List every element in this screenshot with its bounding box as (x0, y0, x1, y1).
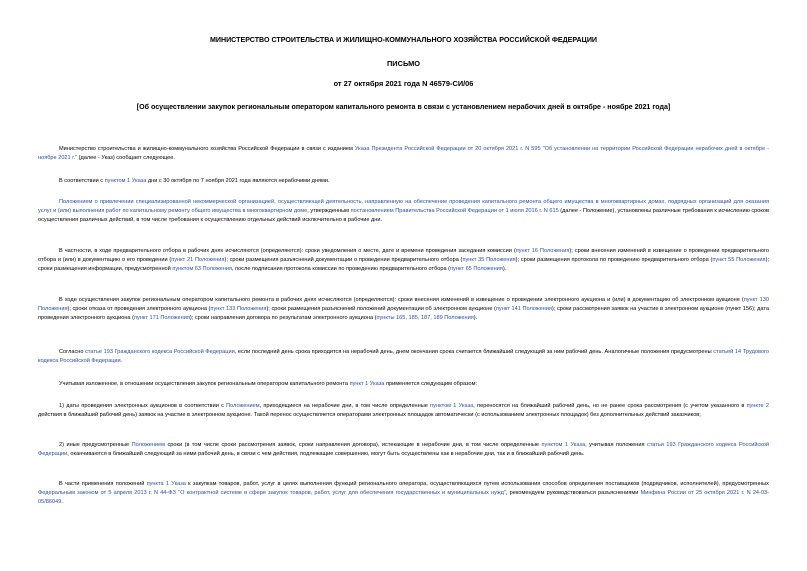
paragraph-text: сроки (в том числе сроки рассмотрения заявок, сроки направления договора), истекающие в нерабочие дни, в том числе определенные (165, 442, 542, 448)
paragraph-text: В части применения положений (59, 481, 147, 487)
document-link[interactable]: статьей 14 Трудового кодекса Российской Федерации (38, 349, 769, 364)
paragraph-text: . (120, 358, 123, 364)
paragraph-preliminary-selection (38, 247, 769, 274)
paragraph-intro (38, 145, 769, 163)
document-type: ПИСЬМО (387, 59, 420, 68)
paragraph-text: 2) иные предусмотренные (59, 442, 132, 448)
document-link[interactable]: Указа Президента Российской Федерации от 20 октября 2021 г. N 595 "Об установлении на территории Российской Федерации нерабочих дней в октябре - ноябре 2021 г." (38, 146, 769, 161)
document-link[interactable]: постановлением Правительства Российской Федерации от 1 июля 2016 г. N 615 (350, 208, 559, 214)
document-link[interactable]: пункт 65 Положения (450, 266, 503, 272)
document-link[interactable]: пункт 1 Указа (349, 381, 385, 387)
paragraph-text: , если последний день срока приходится на нерабочий день, днем окончания срока считается ближайший следующий за ним рабочий день. Аналогичные положения предусмотрены (234, 349, 714, 355)
document-link[interactable]: пункт 141 Положения (495, 306, 552, 312)
document-link[interactable]: пункт 130 Положения (38, 297, 769, 312)
paragraph-text: применяется следующим образом: (384, 381, 478, 387)
ministry-title: МИНИСТЕРСТВО СТРОИТЕЛЬСТВА И ЖИЛИЩНО-КОММУНАЛЬНОГО ХОЗЯЙСТВА РОССИЙСКОЙ ФЕДЕРАЦИИ (209, 36, 598, 44)
paragraph-text: ); сроки отказа от проведения электронного аукциона ( (67, 306, 211, 312)
paragraph-text: ). (502, 266, 507, 272)
paragraph-text: ); сроки размещения разъяснений документации о проведении предварительного отбора ( (224, 257, 463, 263)
paragraph-text: ); сроки направления договора по результатам электронного аукциона ( (189, 315, 377, 321)
document-link[interactable]: пункт 171 Положения (133, 315, 190, 321)
paragraph-text: ); сроки внесения изменений в извещение о проведении предварительного отбора и (или) в документацию о его проведении ( (38, 248, 770, 263)
document-link[interactable]: пункты 165, 185, 187, 189 Положения (376, 315, 474, 321)
document-link[interactable]: пунктом 1 Указа (104, 178, 147, 184)
paragraph-text: ). (473, 315, 478, 321)
document-link[interactable]: пункт 21 Положения (171, 257, 225, 263)
paragraph-text: , после подписания протокола комиссии по проведению предварительного отбора ( (232, 266, 451, 272)
paragraph-text: , оканчиваются в ближайший следующий за ними рабочий день, в связи с чем действия, подлежащие совершению, могут быть осуществлены как в нерабочие дни, так и в ближайший рабочий день. (67, 451, 585, 457)
document-link[interactable]: пункта 1 Указа (146, 481, 186, 487)
paragraph-text: (далее - Положение), установлены различные требования к исчислению сроков осуществления различных действий, в том числе требования к осуществлению отдельных действий исключительно в рабочие дни. (38, 208, 769, 223)
paragraph-text: В частности, в ходе предварительного отбора в рабочих днях исчисляются (определяются): сроки уведомления о месте, дате и времени проведения заседания комиссии ( (59, 248, 516, 254)
paragraph-text: Согласно (59, 349, 86, 355)
document-link[interactable]: Положением (131, 442, 166, 448)
paragraph-item-2 (38, 441, 769, 459)
document-link[interactable]: пункт 133 Положения (210, 306, 267, 312)
paragraph-text: , переносятся на ближайший рабочий день, но не ранее срока рассмотрения (с учетом указанного в (473, 403, 747, 409)
document-link[interactable]: Федеральным законом от 5 апреля 2013 г. N 44-ФЗ "О контрактной системе в сфере закупок товаров, работ, услуг для обеспечения государственных и муниципальных нужд" (38, 490, 506, 496)
document-link[interactable]: пункт 55 Положения (712, 257, 766, 263)
paragraph-text: , рекомендуем руководствоваться разъяснениями (505, 490, 641, 496)
document-link[interactable]: статьи 193 Гражданского кодекса Российской Федерации (38, 442, 770, 457)
paragraph-nonworking-days (38, 177, 769, 186)
paragraph-text: В ходе осуществления закупок региональным оператором капитального ремонта в рабочих днях исчисляются (определяются): сроки внесения изменений в извещение о проведении электронного аукциона и (или) в документацию об электронном аукционе ( (59, 297, 744, 303)
paragraph-text: ); сроки размещения разъяснений положений документации об электронном аукционе ( (266, 306, 496, 312)
paragraph-text: 1) даты проведения электронных аукционов в соответствии с (59, 403, 227, 409)
document-link[interactable]: пунктом 1 Указа (430, 403, 474, 409)
paragraph-text: . (61, 499, 63, 505)
paragraph-regulation (38, 198, 769, 225)
paragraph-text: ); сроки рассмотрения заявок на участие в электронном аукционе (пункт 156); дата проведения электронного аукциона ( (38, 306, 769, 321)
paragraph-conclusion (38, 380, 769, 389)
document-link[interactable]: пунктом 1 Указа (541, 442, 586, 448)
paragraph-civil-code (38, 348, 769, 366)
document-link[interactable]: статье 193 Гражданского кодекса Российской Федерации (85, 349, 235, 355)
paragraph-text: Министерство строительства и жилищно-коммунального хозяйства Российской Федерации в связи с изданием (59, 146, 355, 152)
paragraph-44fz (38, 480, 769, 507)
paragraph-text: действия в ближайший рабочий день) заявок на участие в электронном аукционе. Такой перенос осуществляется операторами электронных площадок автоматически (с использованием электронных площадок) без дополнительных действий заказчиков; (38, 412, 701, 418)
document-link[interactable]: пункт 16 Положения (515, 248, 570, 254)
paragraph-text: , учитывая положения (585, 442, 648, 448)
paragraph-auction-terms (38, 296, 769, 323)
paragraph-text: к закупкам товаров, работ, услуг в целях выполнения функций регионального оператора, осуществляющихся путем использования способов определения поставщиков (подрядчиков, исполнителей), предусмотренных (185, 481, 769, 487)
paragraph-text: , приходящиеся на нерабочие дни, в том числе определенные (259, 403, 431, 409)
paragraph-text: ); сроки размещения информации, предусмотренной (38, 257, 770, 272)
paragraph-text: дни с 30 октября по 7 ноября 2021 года являются нерабочими днями. (146, 178, 330, 184)
document-link[interactable]: Положением о привлечении специализированной некоммерческой организацией, осуществляющей деятельность, направленную на обеспечение проведения капитального ремонта общего имущества в многоквартирных домах, подрядных организаций для оказания услуг и (или) выполнения работ по капитальному ремонту общего имущества в многоквартирном доме (38, 199, 769, 214)
paragraph-text: , утвержденным (307, 208, 351, 214)
paragraph-text: В соответствии с (59, 178, 105, 184)
document-link[interactable]: Минфина России от 25 октября 2021 г. N 24-03-05/86049 (38, 490, 769, 505)
document-link[interactable]: Положением (226, 403, 260, 409)
paragraph-item-1 (38, 402, 769, 420)
document-date-number: от 27 октября 2021 года N 46579-СИ/06 (333, 79, 474, 88)
paragraph-text: Учитывая изложенное, в отношении осуществления закупок региональным оператором капитального ремонта (59, 381, 350, 387)
paragraph-text: (далее - Указ) сообщает следующее. (77, 155, 175, 161)
document-subject: [Об осуществлении закупок региональным оператором капитального ремонта в связи с установлением нерабочих дней в октябре - ноябре 2021 года] (136, 103, 671, 111)
paragraph-text: ); сроки размещения протокола по проведению предварительного отбора ( (515, 257, 713, 263)
document-link[interactable]: пункте 2 (746, 403, 769, 409)
document-link[interactable]: пунктом 63 Положения (172, 266, 233, 272)
document-link[interactable]: пункт 35 Положения (462, 257, 516, 263)
